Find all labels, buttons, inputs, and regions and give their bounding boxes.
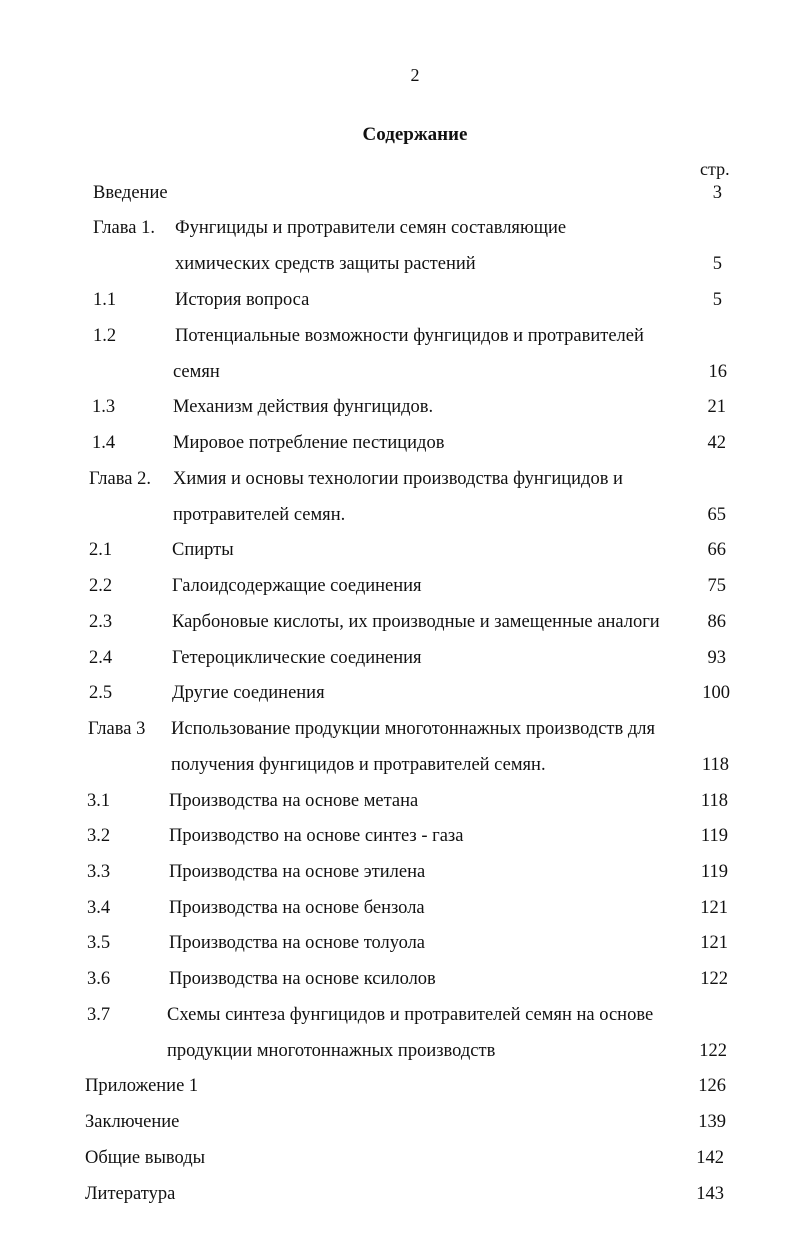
toc-entry-page: 66 (707, 540, 726, 560)
toc-entry-page: 42 (707, 433, 726, 453)
toc-entry-page: 143 (696, 1184, 724, 1204)
toc-entry-page: 121 (700, 898, 728, 918)
toc-entry-title: Производства на основе этилена (169, 862, 426, 882)
toc-entry-title: семян (173, 362, 220, 382)
toc-entry-title: протравителей семян. (173, 505, 346, 525)
toc-entry-number: 2.5 (89, 683, 113, 703)
toc-entry-title: Механизм действия фунгицидов. (173, 397, 434, 417)
toc-entry-number: 3.6 (87, 969, 111, 989)
toc-entry-number: 2.2 (89, 576, 113, 596)
toc-entry-title: Производства на основе ксилолов (169, 969, 436, 989)
toc-entry-page: 86 (707, 612, 726, 632)
toc-entry-number: Общие выводы (85, 1148, 206, 1168)
toc-entry-title: Карбоновые кислоты, их производные и замещенные аналоги (172, 612, 660, 632)
toc-entry-page: 21 (707, 397, 726, 417)
toc-entry-number: 3.7 (87, 1005, 111, 1025)
toc-entry-number: 3.4 (87, 898, 111, 918)
toc-entry-number: 2.3 (89, 612, 113, 632)
toc-entry-number: Глава 2. (89, 469, 151, 489)
toc-entry-title: Потенциальные возможности фунгицидов и протравителей (175, 326, 644, 346)
toc-entry-page: 118 (700, 791, 728, 811)
toc-entry-title: Производства на основе бензола (169, 898, 425, 918)
toc-entry-page: 139 (698, 1112, 726, 1132)
toc-entry-number: Глава 1. (93, 218, 155, 238)
toc-entry-title: Производства на основе толуола (169, 933, 426, 953)
toc-entry-page: 75 (707, 576, 726, 596)
toc-entry-page: 5 (712, 290, 722, 310)
toc-entry-title: Галоидсодержащие соединения (172, 576, 422, 596)
toc-entry-number: Глава 3 (88, 719, 146, 739)
toc-entry-number: Литература (85, 1184, 176, 1204)
toc-entry-title: Спирты (172, 540, 234, 560)
toc-entry-page: 100 (702, 683, 730, 703)
toc-entry-title: История вопроса (175, 290, 310, 310)
toc-entry-number: 3.3 (87, 862, 111, 882)
toc-entry-page: 3 (712, 183, 722, 203)
toc-entry-title: Гетероциклические соединения (172, 648, 422, 668)
toc-entry-page: 122 (700, 969, 728, 989)
toc-entry-page: 119 (700, 862, 728, 882)
toc-entry-title: Схемы синтеза фунгицидов и протравителей семян на основе (167, 1005, 654, 1025)
toc-entry-title: Использование продукции многотоннажных производств для (171, 719, 656, 739)
toc-entry-title: Химия и основы технологии производства фунгицидов и (173, 469, 623, 489)
toc-entry-number: 1.4 (92, 433, 116, 453)
toc-entry-number: 3.2 (87, 826, 111, 846)
toc-entry-number: 2.1 (89, 540, 113, 560)
toc-entry-title: Производства на основе метана (169, 791, 419, 811)
toc-entry-number: Приложение 1 (85, 1076, 199, 1096)
toc-entry-page: 126 (698, 1076, 726, 1096)
toc-entry-number: 3.1 (87, 791, 111, 811)
toc-entry-page: 93 (707, 648, 726, 668)
toc-entry-title: продукции многотоннажных производств (167, 1041, 496, 1061)
toc-entry-number: 1.3 (92, 397, 116, 417)
toc-entry-title: Производство на основе синтез - газа (169, 826, 464, 846)
toc-entry-title: Другие соединения (172, 683, 325, 703)
toc-entry-number: Заключение (85, 1112, 180, 1132)
toc-entry-title: получения фунгицидов и протравителей семян. (171, 755, 546, 775)
toc-entry-page: 5 (712, 254, 722, 274)
page-title: Содержание (362, 124, 468, 145)
toc-entry-title: химических средств защиты растений (175, 254, 476, 274)
toc-entry-number: 2.4 (89, 648, 113, 668)
toc-entry-page: 119 (700, 826, 728, 846)
page-column-header: стр. (700, 159, 730, 179)
toc-entry-page: 16 (708, 362, 727, 382)
toc-entry-page: 142 (696, 1148, 724, 1168)
toc-entry-page: 65 (707, 505, 726, 525)
toc-entry-number: 3.5 (87, 933, 111, 953)
toc-entry-number: Введение (93, 183, 168, 203)
toc-entry-title: Фунгициды и протравители семян составляющие (175, 218, 567, 238)
toc-entry-title: Мировое потребление пестицидов (173, 433, 445, 453)
toc-entry-page: 122 (699, 1041, 727, 1061)
toc-entry-page: 118 (701, 755, 729, 775)
toc-entry-number: 1.1 (93, 290, 117, 310)
toc-entry-page: 121 (700, 933, 728, 953)
page-number: 2 (410, 65, 420, 85)
toc-entry-number: 1.2 (93, 326, 117, 346)
